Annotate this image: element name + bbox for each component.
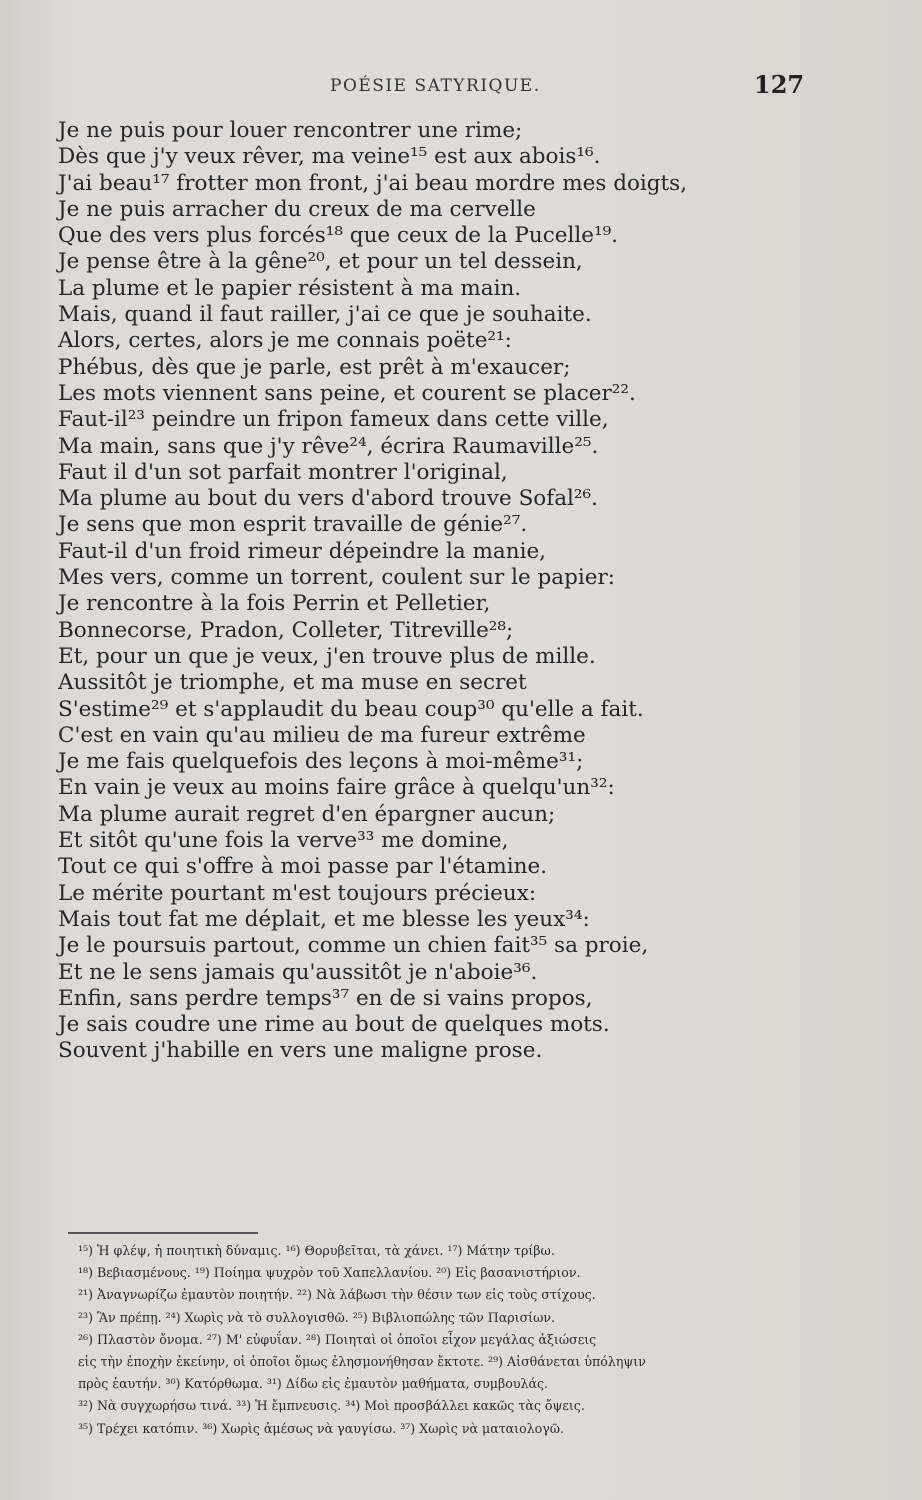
- verse-line: Je le poursuis partout, comme un chien fait³⁵ sa proie,: [58, 933, 649, 959]
- verse-line: Et sitôt qu'une fois la verve³³ me domine,: [58, 828, 509, 854]
- verse-line: Ma plume aurait regret d'en épargner aucun;: [58, 801, 556, 827]
- footnote-separator-rule: [68, 1232, 258, 1234]
- verse-line: Je sais coudre une rime au bout de quelques mots.: [58, 1012, 610, 1038]
- footnote-line: ¹⁸) Βεβιασμένους. ¹⁹) Ποίημα ψυχρὸν τοῦ Χαπελλανίου. ²⁰) Εἰς βασανιστήριον.: [78, 1265, 581, 1281]
- verse-line: Faut-il d'un froid rimeur dépeindre la manie,: [58, 538, 547, 564]
- footnote-line: ³⁵) Τρέχει κατόπιν. ³⁶) Χωρὶς ἀμέσως νὰ γαυγίσω. ³⁷) Χωρὶς νὰ ματαιολογῶ.: [78, 1420, 565, 1436]
- footnotes-block: [78, 1240, 798, 1440]
- page-number: 127: [754, 70, 805, 99]
- footnote-line: ²⁶) Πλαστὸν ὄνομα. ²⁷) Μ' εὐφυΐαν. ²⁸) Ποιηταὶ οἱ ὁποῖοι εἶχον μεγάλας ἀξιώσεις: [78, 1331, 597, 1347]
- verse-line: Alors, certes, alors je me connais poëte²¹:: [58, 328, 512, 354]
- footnote-line: ²¹) Ἀναγνωρίζω ἐμαυτὸν ποιητήν. ²²) Νὰ λάβωσι τὴν θέσιν των εἰς τοὺς στίχους.: [78, 1287, 596, 1303]
- verse-line: Que des vers plus forcés¹⁸ que ceux de la Pucelle¹⁹.: [58, 223, 619, 249]
- verse-line: C'est en vain qu'au milieu de ma fureur extrême: [58, 722, 586, 748]
- verse-line: Et ne le sens jamais qu'aussitôt je n'aboie³⁶.: [58, 959, 538, 985]
- verse-line: Ma main, sans que j'y rêve²⁴, écrira Raumaville²⁵.: [58, 433, 599, 459]
- footnote-line: πρὸς ἑαυτήν. ³⁰) Κατόρθωμα. ³¹) Δίδω εἰς ἐμαυτὸν μαθήματα, συμβουλάς.: [78, 1376, 549, 1392]
- verse-line: Je me fais quelquefois des leçons à moi-même³¹;: [58, 749, 584, 775]
- page-header: [0, 62, 922, 102]
- verse-line: Dès que j'y veux rêver, ma veine¹⁵ est aux abois¹⁶.: [58, 144, 601, 170]
- poem-verse-block: [58, 118, 698, 1065]
- footnote-line: ³²) Νὰ συγχωρήσω τινά. ³³) Ἡ ἔμπνευσις. ³⁴) Μοὶ προσβάλλει κακῶς τὰς ὄψεις.: [78, 1398, 585, 1414]
- footnote-line: εἰς τὴν ἐποχὴν ἐκείνην, οἱ ὁποῖοι ὅμως ἐλησμονήθησαν ἔκτοτε. ²⁹) Αἰσθάνεται ὑπόληψιν: [78, 1353, 646, 1369]
- verse-line: En vain je veux au moins faire grâce à quelqu'un³²:: [58, 775, 615, 801]
- verse-line: Souvent j'habille en vers une maligne prose.: [58, 1038, 543, 1064]
- verse-line: Mais, quand il faut railler, j'ai ce que je souhaite.: [58, 302, 592, 328]
- verse-line: Les mots viennent sans peine, et courent se placer²².: [58, 380, 636, 406]
- verse-line: Phébus, dès que je parle, est prêt à m'exaucer;: [58, 354, 571, 380]
- verse-line: Je sens que mon esprit travaille de génie²⁷.: [58, 512, 528, 538]
- verse-line: Je pense être à la gêne²⁰, et pour un tel dessein,: [58, 249, 583, 275]
- footnote-line: ²³) Ἂν πρέπῃ. ²⁴) Χωρὶς νὰ τὸ συλλογισθῶ. ²⁵) Βιβλιοπώλης τῶν Παρισίων.: [78, 1309, 556, 1325]
- footnote-line: ¹⁵) Ἡ φλέψ, ἡ ποιητικὴ δύναμις. ¹⁶) Θορυβεῖται, τὰ χάνει. ¹⁷) Μάτην τρίβω.: [78, 1243, 555, 1258]
- verse-line: Je ne puis arracher du creux de ma cervelle: [58, 196, 536, 222]
- verse-line: Tout ce qui s'offre à moi passe par l'étamine.: [58, 854, 548, 880]
- verse-line: La plume et le papier résistent à ma main.: [58, 275, 522, 301]
- verse-line: Je ne puis pour louer rencontrer une rime;: [58, 118, 523, 143]
- verse-line: Mais tout fat me déplait, et me blesse les yeux³⁴:: [58, 906, 590, 932]
- verse-line: S'estime²⁹ et s'applaudit du beau coup³⁰ qu'elle a fait.: [58, 696, 644, 722]
- verse-line: Je rencontre à la fois Perrin et Pelletier,: [58, 591, 491, 617]
- verse-line: Le mérite pourtant m'est toujours précieux:: [58, 880, 537, 906]
- verse-line: Ma plume au bout du vers d'abord trouve Sofal²⁶.: [58, 486, 598, 512]
- verse-line: Mes vers, comme un torrent, coulent sur le papier:: [58, 565, 615, 591]
- verse-line: Enfin, sans perdre temps³⁷ en de si vains propos,: [58, 985, 593, 1011]
- verse-line: Aussitôt je triomphe, et ma muse en secret: [58, 670, 527, 696]
- verse-line: Faut-il²³ peindre un fripon fameux dans cette ville,: [58, 407, 609, 433]
- verse-line: Faut il d'un sot parfait montrer l'original,: [58, 459, 508, 485]
- verse-line: Bonnecorse, Pradon, Colleter, Titreville²⁸;: [58, 617, 514, 643]
- verse-line: J'ai beau¹⁷ frotter mon front, j'ai beau mordre mes doigts,: [58, 170, 688, 196]
- running-title: POÉSIE SATYRIQUE.: [330, 76, 541, 96]
- verse-line: Et, pour un que je veux, j'en trouve plus de mille.: [58, 643, 596, 669]
